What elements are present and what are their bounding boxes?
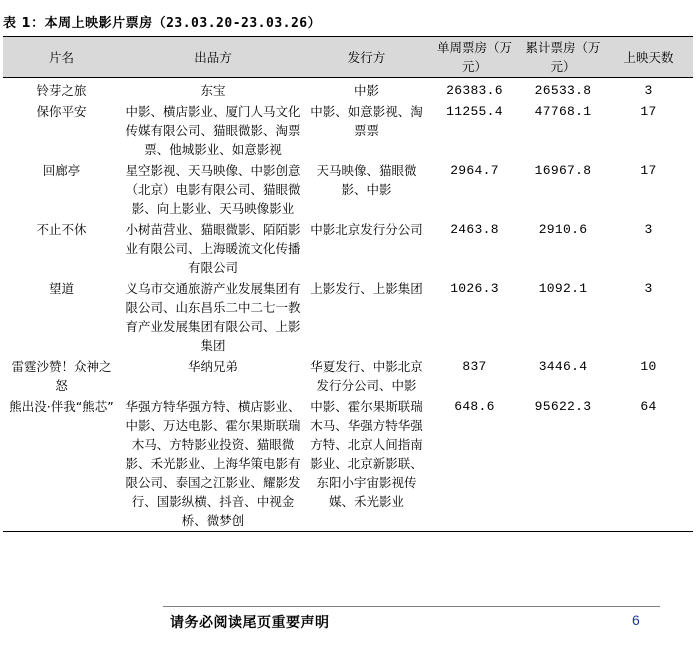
table-row <box>3 160 693 219</box>
cell-days: 3 <box>644 222 653 237</box>
cell-cumulative: 3446.4 <box>538 359 588 374</box>
caption-label: 表 1：本周上映影片票房（ <box>3 16 167 31</box>
table-caption <box>3 12 321 31</box>
cell-cumulative: 2910.6 <box>538 222 588 237</box>
table-row <box>3 101 693 160</box>
cell-days: 3 <box>644 83 653 98</box>
cell-producer: 星空影视、天马映像、中影创意（北京）电影有限公司、猫眼微影、向上影业、天马映像影业 <box>125 163 301 216</box>
header-weekly: 单周票房（万元） <box>427 37 522 78</box>
cell-producer: 小树苗营业、猫眼微影、陌陌影业有限公司、上海暖流文化传播有限公司 <box>125 222 301 275</box>
cell-producer: 义乌市交通旅游产业发展集团有限公司、山东昌乐二中二七一教育产业发展集团有限公司、上影集团 <box>125 281 301 353</box>
cell-weekly: 11255.4 <box>446 104 503 119</box>
cell-film: 雷霆沙赞！众神之怒 <box>11 359 112 393</box>
table-row <box>3 219 693 278</box>
cell-distributor: 中影、如意影视、淘票票 <box>310 104 423 138</box>
cell-days: 17 <box>640 104 657 119</box>
cell-weekly: 648.6 <box>427 396 522 532</box>
table-header-row <box>3 37 693 78</box>
caption-date-range: 23.03.20-23.03.26 <box>166 16 308 31</box>
cell-days: 10 <box>640 359 657 374</box>
cell-film: 不止不休 <box>36 222 87 237</box>
cell-distributor: 天马映像、猫眼微影、中影 <box>316 163 417 197</box>
cell-weekly: 26383.6 <box>446 83 503 98</box>
cell-distributor: 华夏发行、中影北京发行分公司、中影 <box>310 359 423 393</box>
cell-distributor: 上影发行、上影集团 <box>310 281 423 296</box>
cell-cumulative: 16967.8 <box>534 163 592 178</box>
cell-days: 3 <box>644 281 653 296</box>
cell-cumulative: 1092.1 <box>538 281 588 296</box>
footer-disclaimer: 请务必阅读尾页重要声明 <box>170 615 330 631</box>
cell-producer: 华强方特华强方特、横店影业、中影、万达电影、霍尔果斯联瑞木马、方特影业投资、猫眼微影、禾光影业、上海华策电影有限公司、泰国之江影业、耀影发行、国影纵横、抖音、中视金桥、微梦创 <box>120 396 306 532</box>
header-producer: 出品方 <box>120 37 306 78</box>
cell-producer: 华纳兄弟 <box>187 359 238 374</box>
cell-film: 回廊亭 <box>42 163 81 178</box>
cell-cumulative: 47768.1 <box>534 104 592 119</box>
cell-weekly: 2964.7 <box>450 163 499 178</box>
caption-close: ） <box>307 16 322 31</box>
cell-distributor: 中影、霍尔果斯联瑞木马、华强方特华强方特、北京人间指南影业、北京新影联、东阳小宇宙影视传媒、禾光影业 <box>306 396 427 532</box>
cell-weekly: 837 <box>462 359 487 374</box>
footer-divider <box>163 606 660 607</box>
cell-producer: 中影、横店影业、厦门人马文化传媒有限公司、猫眼微影、淘票票、他城影业、如意影视 <box>125 104 301 157</box>
table-row <box>3 278 693 356</box>
box-office-table <box>3 36 693 532</box>
header-cumulative: 累计票房（万元） <box>522 37 604 78</box>
cell-distributor: 中影 <box>353 83 379 98</box>
cell-weekly: 1026.3 <box>450 281 499 296</box>
cell-cumulative: 95622.3 <box>522 396 604 532</box>
cell-film: 熊出没·伴我“熊芯” <box>3 396 120 532</box>
cell-film: 望道 <box>48 281 74 296</box>
cell-days: 64 <box>604 396 693 532</box>
header-days: 上映天数 <box>604 37 693 78</box>
cell-film: 保你平安 <box>36 104 87 119</box>
header-distributor: 发行方 <box>306 37 427 78</box>
cell-cumulative: 26533.8 <box>534 83 592 98</box>
page-number: 6 <box>632 612 640 628</box>
table-row <box>3 78 693 102</box>
header-film: 片名 <box>3 37 120 78</box>
cell-distributor: 中影北京发行分公司 <box>310 222 423 237</box>
cell-weekly: 2463.8 <box>450 222 499 237</box>
cell-film: 铃芽之旅 <box>36 83 87 98</box>
table-row <box>3 356 693 396</box>
table-row <box>3 396 693 532</box>
cell-producer: 东宝 <box>200 83 226 98</box>
cell-days: 17 <box>640 163 657 178</box>
